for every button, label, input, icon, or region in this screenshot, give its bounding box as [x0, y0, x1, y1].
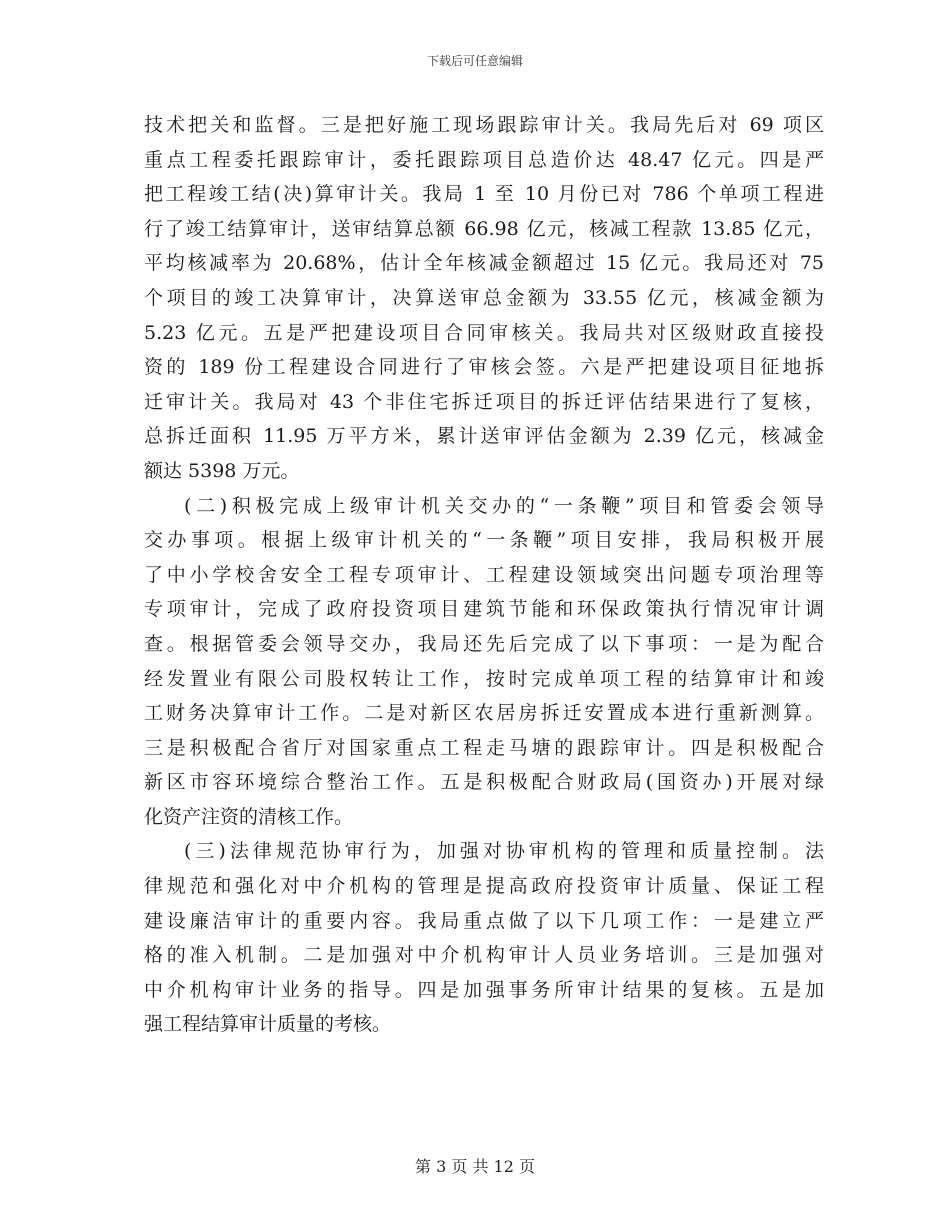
text-line: 重点工程委托跟踪审计，委托跟踪项目总造价达 48.47 亿元。四是严: [144, 148, 824, 171]
text-line: 个项目的竣工决算审计，决算送审总金额为 33.55 亿元，核减金额为: [144, 286, 824, 309]
page-header: 下载后可任意编辑: [426, 54, 523, 68]
document-body: [144, 108, 824, 1042]
text-line: 化资产注资的清核工作。: [144, 805, 354, 828]
text-line: 经发置业有限公司股权转让工作，按时完成单项工程的结算审计和竣: [144, 667, 824, 690]
text-line: 资的 189 份工程建设合同进行了审核会签。六是严把建设项目征地拆: [144, 356, 824, 379]
text-line: 建设廉洁审计的重要内容。我局重点做了以下几项工作：一是建立严: [144, 909, 824, 932]
text-line: 格的准入机制。二是加强对中介机构审计人员业务培训。三是加强对: [144, 944, 824, 967]
text-line: 额达 5398 万元。: [144, 459, 300, 482]
paragraph-heading: (三)法律规范协审行为，加强对协审机构的管理和质量控制。法: [184, 840, 824, 863]
page-number-footer: 第 3 页 共 12 页: [415, 1157, 535, 1176]
text-line: 把工程竣工结(决)算审计关。我局 1 至 10 月份已对 786 个单项工程进: [144, 183, 824, 206]
text-line: 技术把关和监督。三是把好施工现场跟踪审计关。我局先后对 69 项区: [144, 114, 824, 136]
text-line: 律规范和强化对中介机构的管理是提高政府投资审计质量、保证工程: [144, 875, 824, 898]
text-line: 新区市容环境综合整治工作。五是积极配合财政局(国资办)开展对绿: [144, 771, 824, 794]
text-line: 交办事项。根据上级审计机关的“一条鞭”项目安排，我局积极开展: [144, 529, 824, 552]
text-line: 迁审计关。我局对 43 个非住宅拆迁项目的拆迁评估结果进行了复核，: [144, 390, 824, 413]
text-line: 中介机构审计业务的指导。四是加强事务所审计结果的复核。五是加: [144, 978, 824, 1001]
paragraph-heading: (二)积极完成上级审计机关交办的“一条鞭”项目和管委会领导: [184, 494, 824, 517]
text-line: 5.23 亿元。五是严把建设项目合同审核关。我局共对区级财政直接投: [144, 321, 824, 344]
text-line: 查。根据管委会领导交办，我局还先后完成了以下事项：一是为配合: [144, 632, 824, 655]
text-line: 行了竣工结算审计，送审结算总额 66.98 亿元，核减工程款 13.85 亿元，: [144, 217, 824, 240]
text-line: 了中小学校舍安全工程专项审计、工程建设领域突出问题专项治理等: [144, 563, 824, 586]
text-line: 三是积极配合省厅对国家重点工程走马塘的跟踪审计。四是积极配合: [144, 736, 824, 759]
text-line: 工财务决算审计工作。二是对新区农居房拆迁安置成本进行重新测算。: [144, 702, 824, 725]
text-line: 平均核减率为 20.68%，估计全年核减金额超过 15 亿元。我局还对 75: [144, 252, 824, 275]
text-line: 总拆迁面积 11.95 万平方米，累计送审评估金额为 2.39 亿元，核减金: [144, 425, 824, 448]
text-line: 专项审计，完成了政府投资项目建筑节能和环保政策执行情况审计调: [144, 598, 824, 621]
text-line: 强工程结算审计质量的考核。: [144, 1013, 392, 1036]
